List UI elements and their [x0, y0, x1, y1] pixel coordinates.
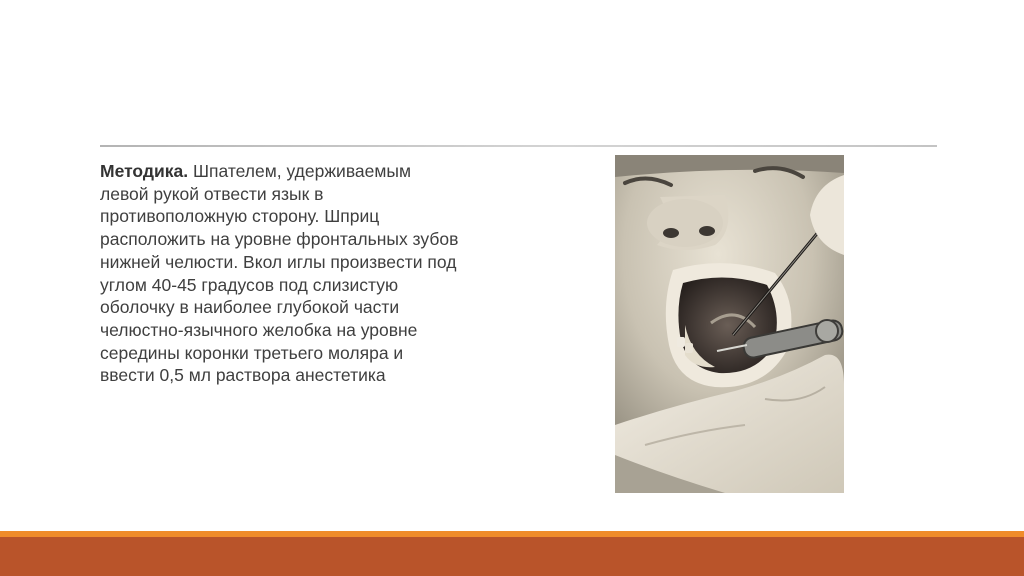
text-line-1 [100, 160, 515, 183]
text-line-4: расположить на уровне фронтальных зубов [100, 229, 459, 250]
body-text [100, 160, 515, 387]
text-line-10: ввести 0,5 мл раствора анестетика [100, 365, 386, 386]
text-line-1-rest: Шпателем, удерживаемым [188, 161, 412, 181]
title-divider [100, 145, 937, 147]
text-line-5: нижней челюсти. Вкол иглы произвести под [100, 251, 457, 272]
text-line-7: оболочку в наиболее глубокой части [100, 297, 400, 318]
lead-term: Методика. [100, 161, 189, 181]
text-line-3: противоположную сторону. Шприц [100, 206, 380, 227]
procedure-photo [615, 155, 844, 493]
text-line-9: середины коронки третьего моляра и [100, 342, 404, 363]
text-line-6: углом 40-45 градусов под слизистую [100, 274, 399, 295]
footer-bar [0, 537, 1024, 576]
text-line-2: левой рукой отвести язык в [100, 183, 324, 204]
text-line-8: челюстно-язычного желобка на уровне [100, 319, 418, 340]
